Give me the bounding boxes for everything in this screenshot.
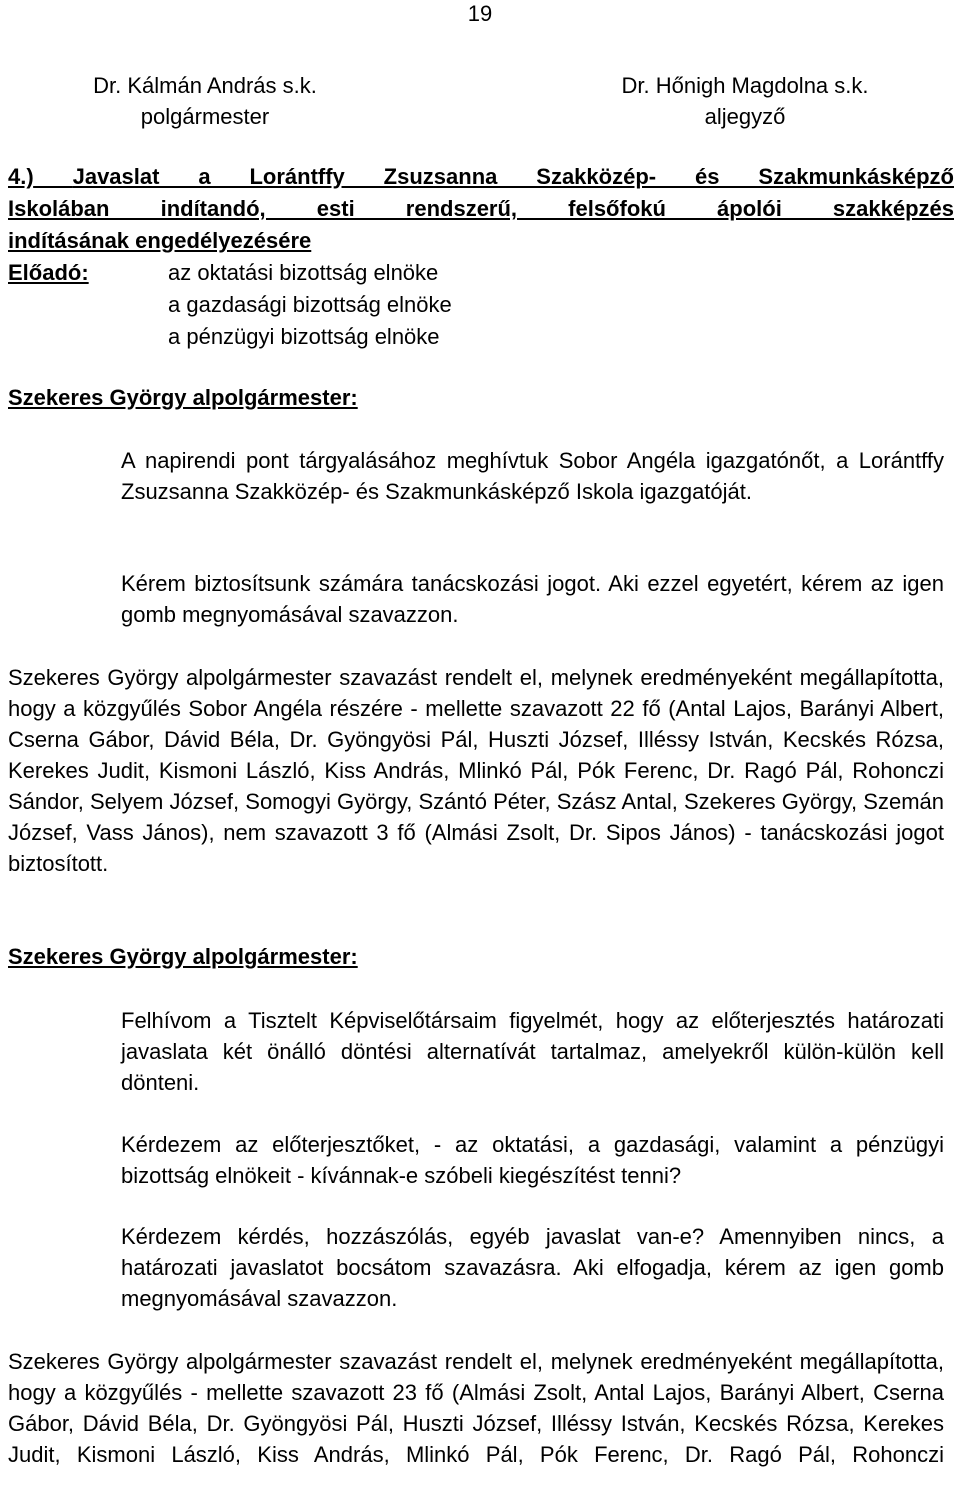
speech-text: Felhívom a Tisztelt Képviselőtársaim figyelmét, hogy az előterjesztés határozati javaslata két önálló döntési alternatívát tartalmaz, amelyekről külön-külön kell dönteni. xyxy=(121,1008,944,1095)
signature-right xyxy=(580,70,910,132)
presenter-item: az oktatási bizottság elnöke xyxy=(168,260,439,285)
agenda-title-line-2: Iskolában indítandó, esti rendszerű, felsőfokú ápolói szakképzés xyxy=(8,196,954,221)
agenda-number: 4.) xyxy=(8,164,34,189)
agenda-title-text-1: Javaslat a Lorántffy Zsuzsanna Szakközép- és Szakmunkásképző xyxy=(72,164,954,189)
speech-text: A napirendi pont tárgyalásához meghívtuk Sobor Angéla igazgatónőt, a Lorántffy Zsuzsanna Szakközép- és Szakmunkásképző Iskola igazgatóját. xyxy=(121,448,944,504)
speech-text: Kérem biztosítsunk számára tanácskozási jogot. Aki ezzel egyetért, kérem az igen gomb megnyomásával szavazzon. xyxy=(121,571,944,627)
presenter-row xyxy=(8,257,954,353)
vote-result-text: Szekeres György alpolgármester szavazást rendelt el, melynek eredményeként megállapította, hogy a közgyűlés - mellette szavazott 23 fő (Almási Zsolt, Antal Lajos, Barányi Albert, Cserna Gábor, Dávid Béla, Dr. Gyöngyösi Pál, Huszti József, Illéssy István, Kecskés Rózsa, Kerekes Judit, Kismoni László, Kiss András, Mlinkó Pál, Pók Ferenc, Dr. Ragó Pál, Rohonczi xyxy=(8,1349,944,1467)
page-number: 19 xyxy=(467,1,493,26)
presenter-list xyxy=(168,257,452,353)
agenda-item xyxy=(8,161,954,353)
speaker-heading-2: Szekeres György alpolgármester: xyxy=(8,944,358,969)
signature-right-title: aljegyző xyxy=(704,104,786,129)
speech-1-paragraph-2 xyxy=(121,568,944,630)
speech-text: Kérdezem az előterjesztőket, - az oktatási, a gazdasági, valamint a pénzügyi bizottság elnökeit - kívánnak-e szóbeli kiegészítést tenni? xyxy=(121,1132,944,1188)
speaker-heading-1: Szekeres György alpolgármester: xyxy=(8,385,358,410)
speech-2-paragraph-1 xyxy=(121,1005,944,1098)
presenter-label: Előadó: xyxy=(8,260,89,285)
speech-2-paragraph-3 xyxy=(121,1221,944,1314)
signature-left-name: Dr. Kálmán András s.k. xyxy=(93,73,317,98)
speech-text: Kérdezem kérdés, hozzászólás, egyéb javaslat van-e? Amennyiben nincs, a határozati javaslatot bocsátom szavazásra. Aki elfogadja, kérem az igen gomb megnyomásával szavazzon. xyxy=(121,1224,944,1311)
signature-left-title: polgármester xyxy=(140,104,270,129)
presenter-item: a gazdasági bizottság elnöke xyxy=(168,292,452,317)
vote-result-1 xyxy=(8,662,944,879)
vote-result-text: Szekeres György alpolgármester szavazást rendelt el, melynek eredményeként megállapította, hogy a közgyűlés Sobor Angéla részére - mellette szavazott 22 fő (Antal Lajos, Barányi Albert, Cserna Gábor, Dávid Béla, Dr. Gyöngyösi Pál, Huszti József, Illéssy István, Kecskés Rózsa, Kerekes Judit, Kismoni László, Kiss András, Mlinkó Pál, Pók Ferenc, Dr. Ragó Pál, Rohonczi Sándor, Selyem József, Somogyi György, Szántó Péter, Szász Antal, Szekeres György, Szemán József, Vass János), nem szavazott 3 fő (Almási Zsolt, Dr. Sipos János) - tanácskozási jogot biztosított. xyxy=(8,665,944,876)
vote-result-2 xyxy=(8,1346,944,1470)
presenter-item: a pénzügyi bizottság elnöke xyxy=(168,324,440,349)
agenda-title-line-1 xyxy=(8,161,954,193)
signature-right-name: Dr. Hőnigh Magdolna s.k. xyxy=(621,73,869,98)
speech-1-paragraph-1 xyxy=(121,445,944,507)
speech-2-paragraph-2 xyxy=(121,1129,944,1191)
signature-left xyxy=(60,70,350,132)
agenda-title-line-3: indításának engedélyezésére xyxy=(8,228,312,253)
